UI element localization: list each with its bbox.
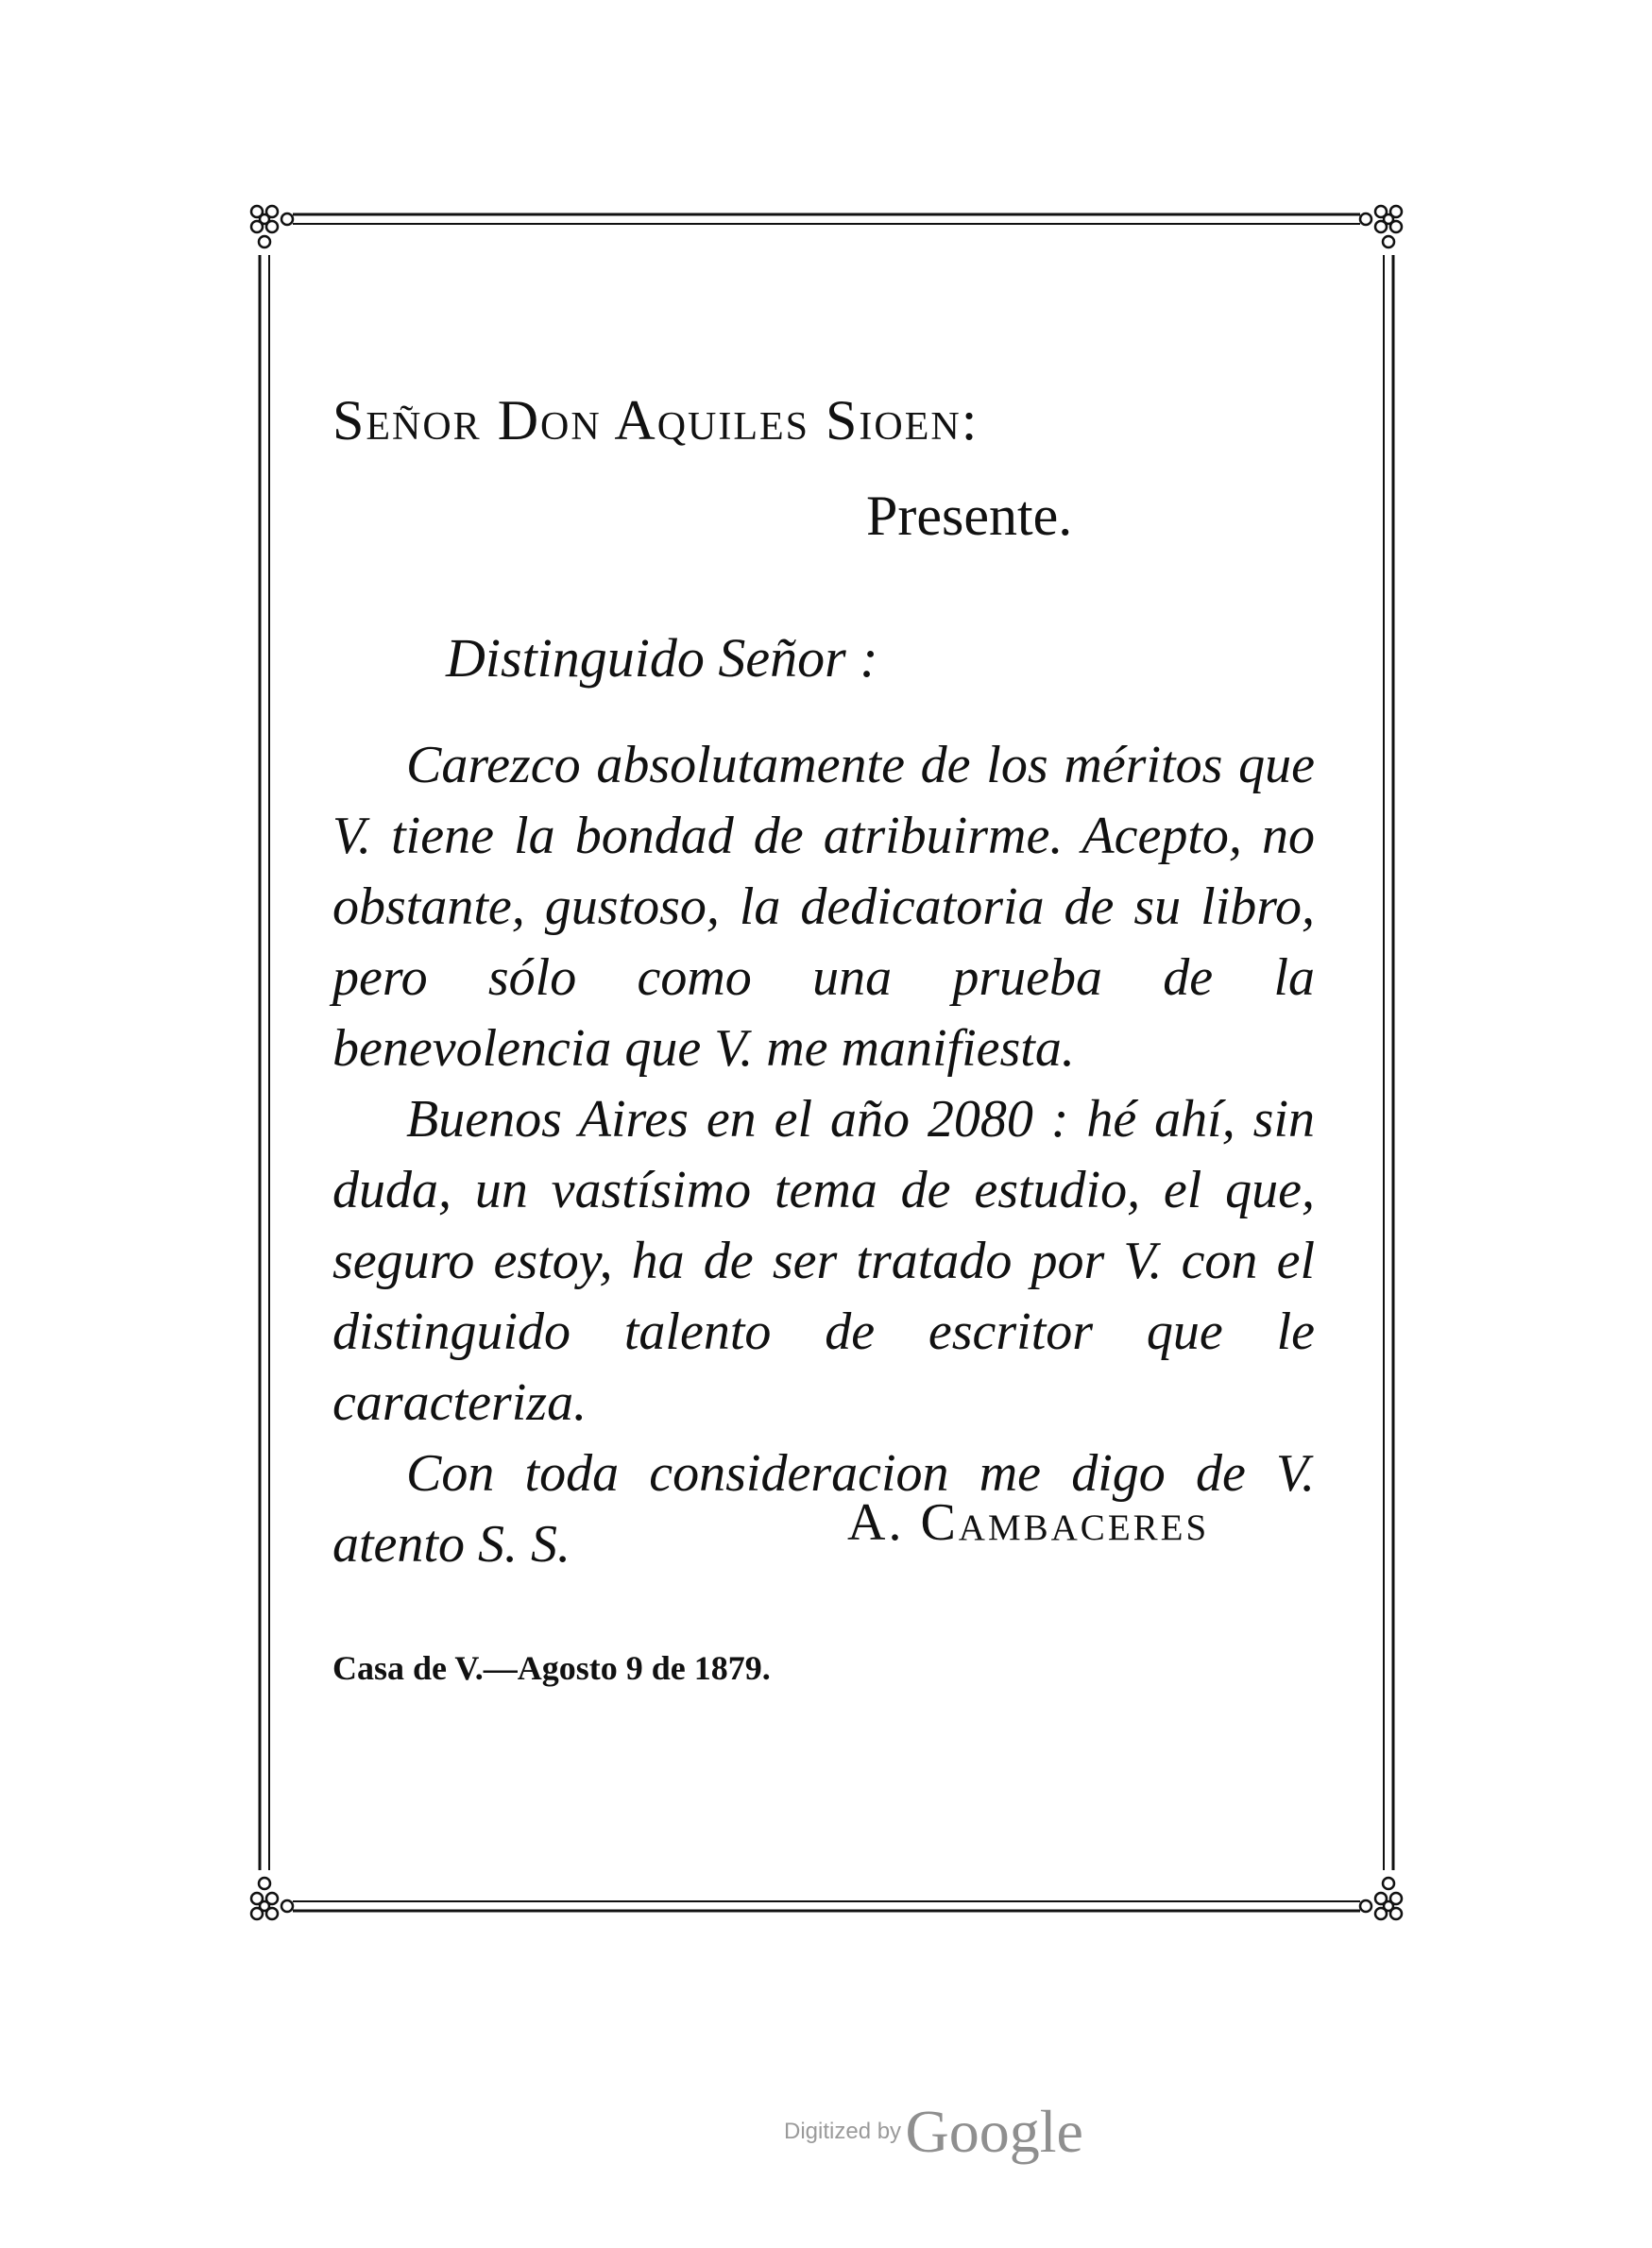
paragraph-1: Carezco absolutamente de los méritos que V. tiene la bondad de atribuirme. Acepto, no obstante, gustoso, la dedicatoria de su libro, pero sólo como una prueba de la benevolencia que V. me manifiesta. xyxy=(332,736,1315,1078)
signature: A. Cambaceres xyxy=(847,1493,1210,1552)
presente-line: Presente. xyxy=(866,485,1073,547)
letter-paragraphs xyxy=(332,730,1315,1580)
digitized-watermark xyxy=(784,2097,1083,2167)
addressee-line: Señor Don Aquiles Sioen: xyxy=(332,389,979,451)
google-logo: Google xyxy=(905,2098,1083,2165)
salutation: Distinguido Señor : xyxy=(446,627,878,689)
letter-body xyxy=(332,383,1320,1687)
digitized-by-label: Digitized by xyxy=(784,2119,902,2144)
dateline: Casa de V.—Agosto 9 de 1879. xyxy=(332,1649,771,1687)
paragraph-3: Con toda consideracion me digo de V. atento S. S. xyxy=(332,1444,1315,1574)
paragraph-2: Buenos Aires en el año 2080 : hé ahí, sin duda, un vastísimo tema de estudio, el que, seguro estoy, ha de ser tratado por V. con el distinguido talento de escritor que le caracteriza. xyxy=(332,1090,1315,1432)
